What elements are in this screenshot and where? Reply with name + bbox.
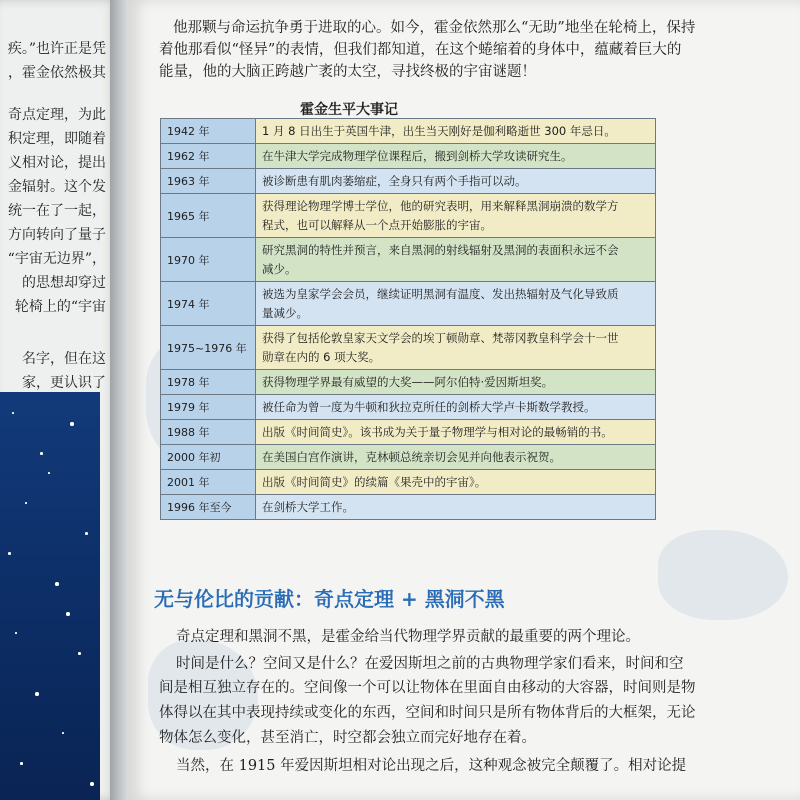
event-line: 勋章在内的 6 项大奖。 xyxy=(262,349,381,364)
body-line: 间是相互独立存在的。空间像一个可以让物体在里面自由移动的大容器，时间则是物 xyxy=(159,680,696,696)
event-line: 出版《时间简史》。该书成为关于量子物理学与相对论的最畅销的书。 xyxy=(262,424,613,439)
left-page-line: 统一在了一起， xyxy=(8,203,106,219)
event-line: 减少。 xyxy=(262,261,297,276)
event-line: 被选为皇家学会会员，继续证明黑洞有温度、发出热辐射及气化导致质 xyxy=(262,286,619,301)
left-page-line: 奇点定理，为此 xyxy=(8,107,106,123)
event-line: 在剑桥大学工作。 xyxy=(262,499,354,514)
table-row xyxy=(161,470,656,495)
left-page-line: 方向转向了量子 xyxy=(8,227,106,243)
event-cell xyxy=(256,144,656,169)
event-cell xyxy=(256,119,656,144)
left-page-line: “宇宙无边界”， xyxy=(7,251,106,267)
table-row xyxy=(161,420,656,445)
body-line: 体得以在其中表现持续或变化的东西，空间和时间只是所有物体背后的大框架，无论 xyxy=(159,705,696,721)
timeline-table xyxy=(160,118,656,520)
event-cell xyxy=(256,445,656,470)
event-cell xyxy=(256,238,656,282)
event-line: 被任命为曾一度为牛顿和狄拉克所任的剑桥大学卢卡斯数学教授。 xyxy=(262,399,596,414)
event-cell xyxy=(256,194,656,238)
table-row xyxy=(161,144,656,169)
table-row xyxy=(161,445,656,470)
table-row xyxy=(161,169,656,194)
table-row xyxy=(161,395,656,420)
event-line: 获得了包括伦敦皇家天文学会的埃丁顿勋章、梵蒂冈教皇科学会十一世 xyxy=(262,330,619,345)
event-line: 出版《时间简史》的续篇《果壳中的宇宙》。 xyxy=(262,474,487,489)
year-cell: 1965 年 xyxy=(161,194,256,238)
event-cell xyxy=(256,470,656,495)
intro-line: 能量，他的大脑正跨越广袤的太空，寻找终极的宇宙谜题！ xyxy=(159,64,536,80)
left-page-line: 义相对论，提出 xyxy=(8,155,106,171)
left-page-line: 金辐射。这个发 xyxy=(8,179,106,195)
event-cell xyxy=(256,495,656,520)
body-line: 物体怎么变化，甚至消亡，时空都会独立而完好地存在着。 xyxy=(159,730,536,746)
table-title: 霍金生平大事记 xyxy=(300,102,398,118)
event-cell xyxy=(256,169,656,194)
table-row xyxy=(161,119,656,144)
table-row xyxy=(161,495,656,520)
table-row xyxy=(161,238,656,282)
year-cell: 1970 年 xyxy=(161,238,256,282)
left-page-line: 积定理，即随着 xyxy=(8,131,106,147)
section-heading-plus: + xyxy=(394,587,425,611)
event-cell xyxy=(256,282,656,326)
event-line: 获得物理学界最有威望的大奖——阿尔伯特·爱因斯坦奖。 xyxy=(262,374,554,389)
decor-blob xyxy=(658,530,788,620)
year-cell: 1988 年 xyxy=(161,420,256,445)
left-page-line: 名字，但在这 xyxy=(22,351,106,367)
intro-line: 着他那看似“怪异”的表情，但我们都知道，在这个蜷缩着的身体中，蕴藏着巨大的 xyxy=(159,42,682,58)
year-cell: 1942 年 xyxy=(161,119,256,144)
event-cell xyxy=(256,420,656,445)
table-row xyxy=(161,282,656,326)
left-page-line: 家，更认识了 xyxy=(22,375,106,391)
table-row xyxy=(161,326,656,370)
year-cell: 1978 年 xyxy=(161,370,256,395)
section-heading-main: 无与伦比的贡献：奇点定理 xyxy=(154,587,394,611)
left-page-line: 疾。”也许正是凭 xyxy=(7,41,106,57)
event-cell xyxy=(256,370,656,395)
body-line: 当然，在 1915 年爱因斯坦相对论出现之后，这种观念被完全颠覆了。相对论提 xyxy=(176,758,687,774)
event-line: 程式，也可以解释从一个点开始膨胀的宇宙。 xyxy=(262,217,492,232)
intro-line: 他那颗与命运抗争勇于进取的心。如今，霍金依然那么“无助”地坐在轮椅上，保持 xyxy=(173,20,696,36)
year-cell: 1962 年 xyxy=(161,144,256,169)
table-row xyxy=(161,194,656,238)
event-cell xyxy=(256,395,656,420)
year-cell: 1974 年 xyxy=(161,282,256,326)
event-cell xyxy=(256,326,656,370)
event-line: 获得理论物理学博士学位，他的研究表明，用来解释黑洞崩溃的数学方 xyxy=(262,198,619,213)
left-page-line: ，霍金依然极其 xyxy=(8,65,106,81)
year-cell: 1963 年 xyxy=(161,169,256,194)
left-page-line: 轮椅上的“宇宙 xyxy=(14,299,106,315)
year-cell: 2000 年初 xyxy=(161,445,256,470)
body-line: 奇点定理和黑洞不黑，是霍金给当代物理学界贡献的最重要的两个理论。 xyxy=(176,629,640,645)
event-line: 被诊断患有肌肉萎缩症，全身只有两个手指可以动。 xyxy=(262,173,527,188)
year-cell: 1975~1976 年 xyxy=(161,326,256,370)
year-cell: 1996 年至今 xyxy=(161,495,256,520)
section-heading xyxy=(154,583,505,612)
year-cell: 2001 年 xyxy=(161,470,256,495)
left-page-line: 的思想却穿过 xyxy=(22,275,106,291)
event-line: 研究黑洞的特性并预言，来自黑洞的射线辐射及黑洞的表面积永远不会 xyxy=(262,242,619,257)
event-line: 1 月 8 日出生于英国牛津，出生当天刚好是伽利略逝世 300 年忌日。 xyxy=(262,123,616,138)
event-line: 量减少。 xyxy=(262,305,308,320)
body-line: 时间是什么？空间又是什么？在爱因斯坦之前的古典物理学家们看来，时间和空 xyxy=(176,656,684,672)
event-line: 在牛津大学完成物理学位课程后，搬到剑桥大学攻读研究生。 xyxy=(262,148,573,163)
event-line: 在美国白宫作演讲，克林顿总统亲切会见并向他表示祝贺。 xyxy=(262,449,561,464)
year-cell: 1979 年 xyxy=(161,395,256,420)
section-heading-tail: 黑洞不黑 xyxy=(424,587,505,611)
table-row xyxy=(161,370,656,395)
